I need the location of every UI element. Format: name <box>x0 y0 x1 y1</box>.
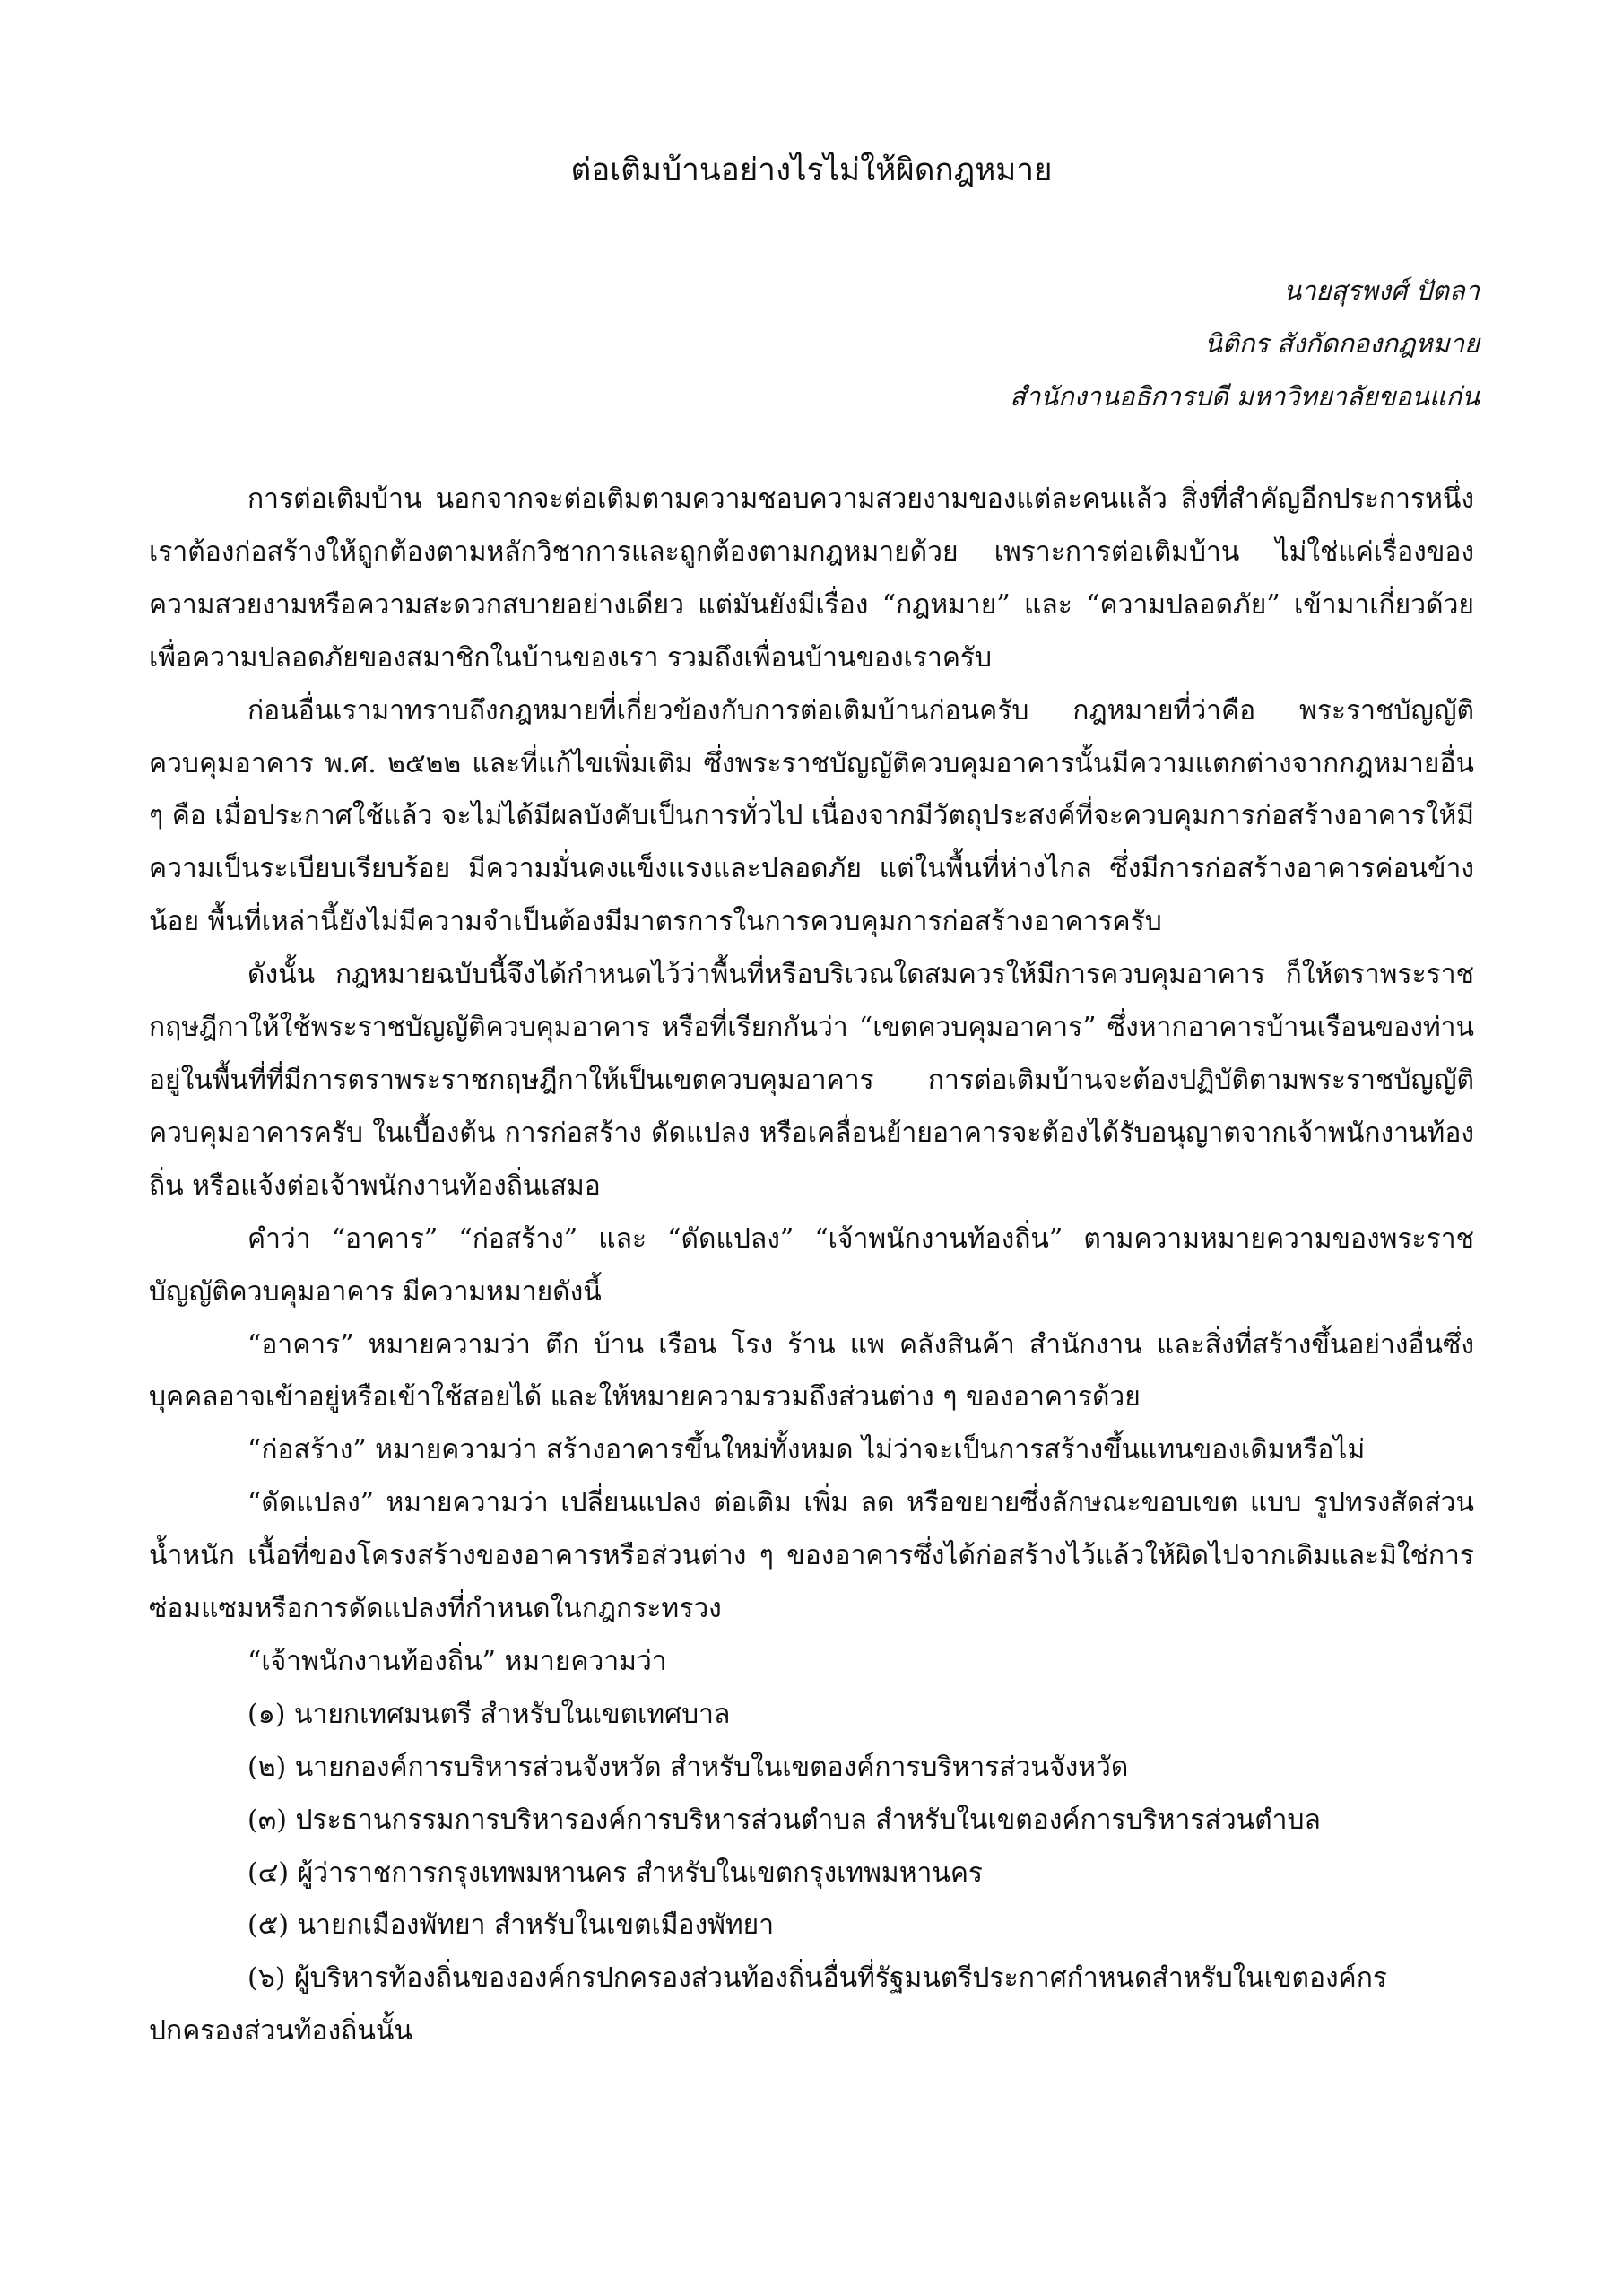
list-item: (๔) ผู้ว่าราชการกรุงเทพมหานคร สำหรับในเขตกรุงเทพมหานคร <box>247 1857 984 1889</box>
list-item: (๖) ผู้บริหารท้องถิ่นขององค์กรปกครองส่วนท้องถิ่นอื่นที่รัฐมนตรีประกาศกำหนดสำหรับในเขตองค์กรปกครองส่วนท้องถิ่นนั้น <box>149 1962 1388 2048</box>
paragraph-definition-building: “อาคาร” หมายความว่า ตึก บ้าน เรือน โรง ร้าน แพ คลังสินค้า สำนักงาน และสิ่งที่สร้างขึ้นอย่างอื่นซึ่งบุคคลอาจเข้าอยู่หรือเข้าใช้สอยได้ และให้หมายความรวมถึงส่วนต่าง ๆ ของอาคารด้วย <box>149 1328 1474 1413</box>
paragraph-law: ก่อนอื่นเรามาทราบถึงกฎหมายที่เกี่ยวข้องกับการต่อเติมบ้านก่อนครับ กฎหมายที่ว่าคือ พระราชบัญญัติควบคุมอาคาร พ.ศ. ๒๕๒๒ และที่แก้ไขเพิ่มเติม ซึ่งพระราชบัญญัติควบคุมอาคารนั้นมีความแตกต่างจากกฎหมายอื่น ๆ คือ เมื่อประกาศใช้แล้ว จะไม่ได้มีผลบังคับเป็นการทั่วไป เนื่องจากมีวัตถุประสงค์ที่จะควบคุมการก่อสร้างอาคารให้มีความเป็นระเบียบเรียบร้อย มีความมั่นคงแข็งแรงและปลอดภัย แต่ในพื้นที่ห่างไกล ซึ่งมีการก่อสร้างอาคารค่อนข้างน้อย พื้นที่เหล่านี้ยังไม่มีความจำเป็นต้องมีมาตรการในการควบคุมการก่อสร้างอาคารครับ <box>149 694 1474 938</box>
paragraph-definition-modify: “ดัดแปลง” หมายความว่า เปลี่ยนแปลง ต่อเติม เพิ่ม ลด หรือขยายซึ่งลักษณะขอบเขต แบบ รูปทรงสัดส่วน น้ำหนัก เนื้อที่ของโครงสร้างของอาคารหรือส่วนต่าง ๆ ของอาคารซึ่งได้ก่อสร้างไว้แล้วให้ผิดไปจากเดิมและมิใช่การซ่อมแซมหรือการดัดแปลงที่กำหนดในกฎกระทรวง <box>149 1487 1474 1625</box>
paragraph-control-zone: ดังนั้น กฎหมายฉบับนี้จึงได้กำหนดไว้ว่าพื้นที่หรือบริเวณใดสมควรให้มีการควบคุมอาคาร ก็ให้ตราพระราชกฤษฎีกาให้ใช้พระราชบัญญัติควบคุมอาคาร หรือที่เรียกกันว่า “เขตควบคุมอาคาร” ซึ่งหากอาคารบ้านเรือนของท่านอยู่ในพื้นที่ที่มีการตราพระราชกฤษฎีกาให้เป็นเขตควบคุมอาคาร การต่อเติมบ้านจะต้องปฏิบัติตามพระราชบัญญัติควบคุมอาคารครับ ในเบื้องต้น การก่อสร้าง ดัดแปลง หรือเคลื่อนย้ายอาคารจะต้องได้รับอนุญาตจากเจ้าพนักงานท้องถิ่น หรือแจ้งต่อเจ้าพนักงานท้องถิ่นเสมอ <box>149 959 1474 1202</box>
document-body <box>149 474 1474 2058</box>
paragraph-definition-local-official: “เจ้าพนักงานท้องถิ่น” หมายความว่า <box>247 1645 667 1677</box>
author-organization: สำนักงานอธิการบดี มหาวิทยาลัยขอนแก่น <box>1010 381 1480 412</box>
list-item: (๕) นายกเมืองพัทยา สำหรับในเขตเมืองพัทยา <box>247 1909 775 1942</box>
author-position: นิติกร สังกัดกองกฎหมาย <box>1204 328 1480 359</box>
list-item: (๒) นายกองค์การบริหารส่วนจังหวัด สำหรับในเขตองค์การบริหารส่วนจังหวัด <box>247 1751 1129 1783</box>
paragraph-intro: การต่อเติมบ้าน นอกจากจะต่อเติมตามความชอบความสวยงามของแต่ละคนแล้ว สิ่งที่สำคัญอีกประการหนึ่งเราต้องก่อสร้างให้ถูกต้องตามหลักวิชาการและถูกต้องตามกฎหมายด้วย เพราะการต่อเติมบ้าน ไม่ใช่แค่เรื่องของความสวยงามหรือความสะดวกสบายอย่างเดียว แต่มันยังมีเรื่อง “กฎหมาย” และ “ความปลอดภัย” เข้ามาเกี่ยวด้วย เพื่อความปลอดภัยของสมาชิกในบ้านของเรา รวมถึงเพื่อนบ้านของเราครับ <box>149 483 1474 674</box>
paragraph-definitions-intro: คำว่า “อาคาร” “ก่อสร้าง” และ “ดัดแปลง” “เจ้าพนักงานท้องถิ่น” ตามความหมายความของพระราชบัญญัติควบคุมอาคาร มีความหมายดังนี้ <box>149 1222 1474 1308</box>
author-block <box>673 265 1480 423</box>
author-name: นายสุรพงศ์ ปัตลา <box>1283 275 1480 306</box>
list-item: (๑) นายกเทศมนตรี สำหรับในเขตเทศบาล <box>247 1698 731 1730</box>
document-title: ต่อเติมบ้านอย่างไรไม่ให้ผิดกฎหมาย <box>570 152 1053 188</box>
paragraph-definition-construct: “ก่อสร้าง” หมายความว่า สร้างอาคารขึ้นใหม่ทั้งหมด ไม่ว่าจะเป็นการสร้างขึ้นแทนของเดิมหรือไม่ <box>247 1434 1366 1466</box>
list-item: (๓) ประธานกรรมการบริหารองค์การบริหารส่วนตำบล สำหรับในเขตองค์การบริหารส่วนตำบล <box>247 1804 1321 1836</box>
